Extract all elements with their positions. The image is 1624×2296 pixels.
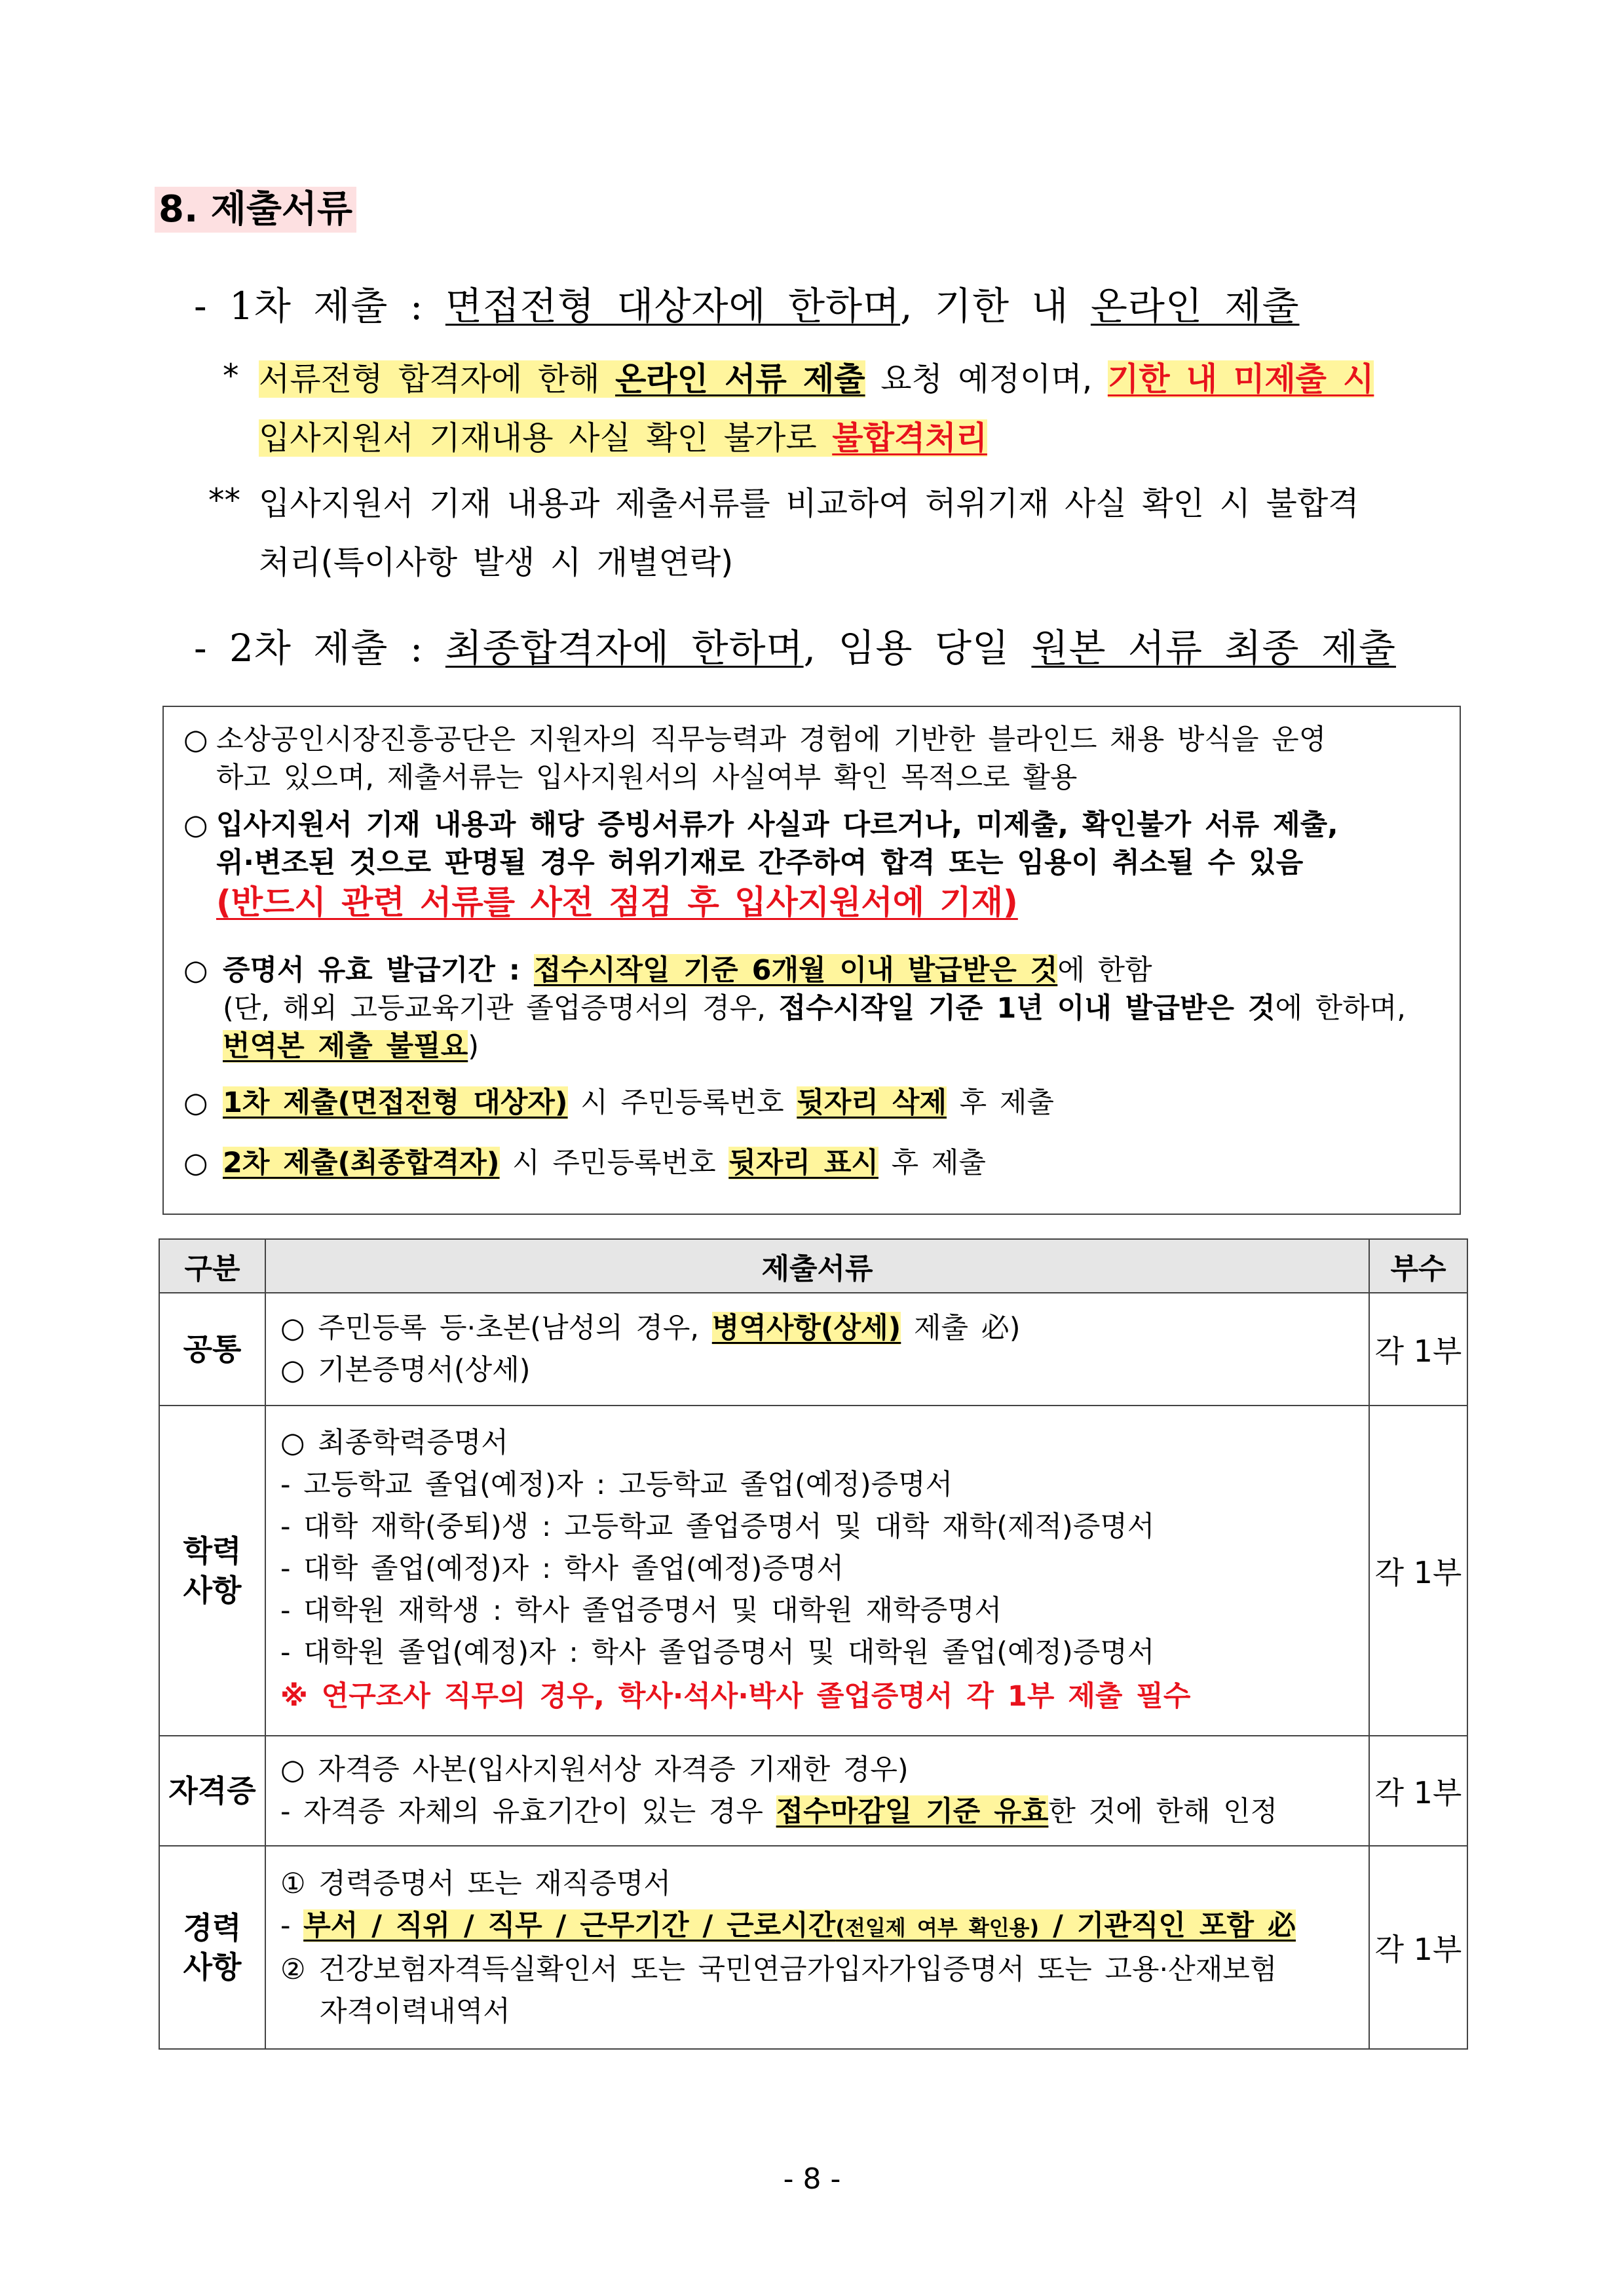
career-l2b: (전일제 여부 확인용) (835, 1915, 1040, 1940)
note1-line2 (259, 413, 987, 459)
note1-mark: * (223, 357, 239, 394)
header-documents: 제출서류 (265, 1239, 1369, 1293)
note1-d: 기한 내 미제출 시 (1107, 360, 1374, 398)
box-p3-line3 (223, 1027, 479, 1066)
education-category (159, 1406, 265, 1736)
career-line1: ① 경력증명서 또는 재직증명서 (280, 1867, 671, 1900)
header-category: 구분 (159, 1239, 265, 1293)
common-l1b: 병역사항(상세) (711, 1312, 901, 1345)
box-p3-line1 (223, 951, 1152, 990)
table-row-career (159, 1846, 1467, 2049)
cert-l2c: 한 것에 한해 인정 (1048, 1795, 1278, 1828)
first-mid: , 기한 내 (900, 284, 1091, 328)
career-l2-highlight (303, 1909, 1296, 1942)
certificate-docs (265, 1736, 1369, 1846)
career-line3: ② 건강보험자격득실확인서 또는 국민연금가입자가입증명서 또는 고용·산재보험 (280, 1953, 1277, 1986)
education-count: 각 1부 (1369, 1406, 1467, 1736)
education-note: ※ 연구조사 직무의 경우, 학사·석사·박사 졸업증명서 각 1부 제출 필수 (280, 1680, 1191, 1713)
box-p5-c: 뒷자리 표시 (728, 1147, 878, 1179)
career-line2 (266, 1905, 1369, 1949)
documents-table (159, 1238, 1468, 2050)
certificate-category: 자격증 (159, 1736, 265, 1846)
second-target: 최종합격자에 한하며 (445, 626, 804, 670)
box-bullet-5: ○ (183, 1147, 208, 1179)
box-p1-line1: 소상공인시장진흥공단은 지원자의 직무능력과 경험에 기반한 블라인드 채용 방식을 운영 (216, 723, 1327, 756)
box-p5-a: 2차 제출(최종합격자) (223, 1147, 500, 1179)
box-p3-f: 에 한하며, (1275, 992, 1406, 1025)
first-target: 면접전형 대상자에 한하며 (445, 284, 901, 328)
box-p4-a: 1차 제출(면접전형 대상자) (223, 1086, 568, 1119)
box-p4-c: 뒷자리 삭제 (797, 1086, 947, 1119)
first-dash: - 1차 제출 : (194, 284, 445, 328)
box-p5-d: 후 제출 (878, 1147, 986, 1179)
education-line: - 대학 졸업(예정)자 : 학사 졸업(예정)증명서 (280, 1552, 844, 1585)
box-p2-line1: 입사지원서 기재 내용과 해당 증빙서류가 사실과 다르거나, 미제출, 확인불가 서류 제출, (216, 809, 1338, 841)
first-method: 온라인 제출 (1090, 284, 1300, 328)
box-bullet-4: ○ (183, 1086, 208, 1119)
common-count: 각 1부 (1369, 1293, 1467, 1406)
box-p2-line3: (반드시 관련 서류를 사전 점검 후 입사지원서에 기재) (216, 883, 1018, 921)
note1-e: 입사지원서 기재내용 사실 확인 불가로 (259, 419, 833, 457)
box-p3-a: 증명서 유효 발급기간 : (223, 954, 534, 987)
education-docs (265, 1406, 1369, 1736)
second-method: 원본 서류 최종 제출 (1031, 626, 1396, 670)
box-bullet-1: ○ (183, 723, 208, 756)
education-line: ○ 최종학력증명서 (280, 1426, 508, 1459)
box-p5-b: 시 주민등록번호 (499, 1147, 729, 1179)
education-line: - 고등학교 졸업(예정)자 : 고등학교 졸업(예정)증명서 (280, 1468, 953, 1501)
note1-line1 (259, 354, 1374, 400)
box-p3-c: 에 한함 (1057, 954, 1152, 987)
note2-mark: ** (208, 482, 240, 519)
common-category: 공통 (159, 1293, 265, 1406)
box-p3-d: (단, 해외 고등교육기관 졸업증명서의 경우, (223, 992, 779, 1025)
common-line1 (266, 1307, 1369, 1349)
section-title: 8. 제출서류 (155, 187, 356, 233)
career-l2-dash: - (280, 1909, 304, 1942)
education-line: - 대학원 졸업(예정)자 : 학사 졸업증명서 및 대학원 졸업(예정)증명서 (280, 1636, 1155, 1669)
certificate-count: 각 1부 (1369, 1736, 1467, 1846)
common-line2: ○ 기본증명서(상세) (280, 1354, 531, 1387)
notice-box (162, 706, 1461, 1215)
box-p3-h: ) (468, 1030, 480, 1063)
header-count: 부수 (1369, 1239, 1467, 1293)
box-p3-line2 (223, 989, 1406, 1028)
education-line: - 대학 재학(중퇴)생 : 고등학교 졸업증명서 및 대학 재학(제적)증명서 (280, 1510, 1155, 1543)
career-docs (265, 1846, 1369, 2049)
note1-b: 온라인 서류 제출 (615, 360, 865, 398)
box-p4 (223, 1083, 1054, 1122)
first-submission-line (194, 275, 1299, 330)
table-row-education (159, 1406, 1467, 1736)
second-submission-line (194, 617, 1396, 672)
box-p4-b: 시 주민등록번호 (567, 1086, 797, 1119)
note2-line1: 입사지원서 기재 내용과 제출서류를 비교하여 허위기재 사실 확인 시 불합격 (259, 485, 1359, 522)
certificate-line1: ○ 자격증 사본(입사지원서상 자격증 기재한 경우) (280, 1753, 909, 1786)
note1-f: 불합격처리 (832, 419, 987, 457)
table-row-common (159, 1293, 1467, 1406)
box-p5 (223, 1143, 986, 1183)
table-row-certificate (159, 1736, 1467, 1846)
box-p3-b: 접수시작일 기준 6개월 이내 발급받은 것 (533, 954, 1058, 987)
box-bullet-2: ○ (183, 809, 208, 841)
page-number: - 8 - (783, 2162, 841, 2196)
common-l1a: ○ 주민등록 등·초본(남성의 경우, (280, 1312, 712, 1345)
box-p4-d: 후 제출 (947, 1086, 1054, 1119)
career-l2a: 부서 / 직위 / 직무 / 근무기간 / 근로시간 (303, 1909, 836, 1942)
second-dash: - 2차 제출 : (194, 626, 445, 670)
box-p3-g: 번역본 제출 불필요 (223, 1030, 468, 1063)
career-line4: 자격이력내역서 (320, 1995, 510, 2028)
career-count: 각 1부 (1369, 1846, 1467, 2049)
career-category (159, 1846, 265, 2049)
box-p2-line2: 위·변조된 것으로 판명될 경우 허위기재로 간주하여 합격 또는 임용이 취소될 수 있음 (216, 847, 1304, 879)
table-header-row (159, 1239, 1467, 1293)
education-line: - 대학원 재학생 : 학사 졸업증명서 및 대학원 재학증명서 (280, 1594, 1002, 1627)
cert-l2b: 접수마감일 기준 유효 (776, 1795, 1049, 1828)
box-p3-e: 접수시작일 기준 1년 이내 발급받은 것 (778, 992, 1275, 1025)
education-cat2: 사항 (183, 1573, 242, 1608)
note1-c: 요청 예정이며, (865, 360, 1108, 398)
education-cat1: 학력 (183, 1533, 242, 1569)
common-l1c: 제출 必) (901, 1312, 1021, 1345)
note2-line2: 처리(특이사항 발생 시 개별연락) (259, 544, 734, 581)
career-l2c: / 기관직인 포함 必 (1039, 1909, 1296, 1942)
certificate-line2 (266, 1791, 1369, 1833)
box-bullet-3: ○ (183, 954, 208, 987)
common-docs (265, 1293, 1369, 1406)
note1-a: 서류전형 합격자에 한해 (259, 360, 616, 398)
cert-l2a: - 자격증 자체의 유효기간이 있는 경우 (280, 1795, 776, 1828)
career-cat1: 경력 (183, 1910, 242, 1945)
second-mid: , 임용 당일 (803, 626, 1032, 670)
box-p1-line2: 하고 있으며, 제출서류는 입사지원서의 사실여부 확인 목적으로 활용 (216, 761, 1078, 794)
career-cat2: 사항 (183, 1949, 242, 1985)
